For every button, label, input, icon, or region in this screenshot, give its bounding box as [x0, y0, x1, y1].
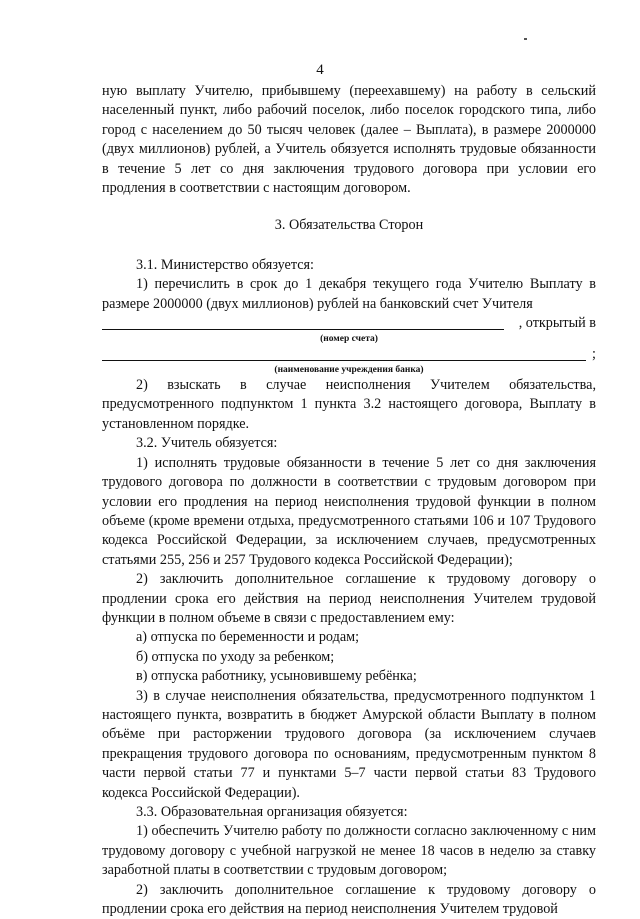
bank-tail-text: ; — [590, 345, 596, 364]
clause-3-3-item-2: 2) заключить дополнительное соглашение к трудовому договору о продлении срока его действия на период неисполнения Учителем трудовой — [102, 881, 596, 918]
bank-name-caption: (наименование учреждения банка) — [274, 365, 424, 376]
clause-3-2-sub-c: в) отпуска работнику, усыновившему ребёнка; — [136, 668, 417, 685]
account-number-field — [102, 314, 596, 333]
account-number-underline — [102, 329, 504, 330]
page-number: 4 — [316, 62, 324, 78]
clause-3-2-item-1: 1) исполнять трудовые обязанности в течение 5 лет со дня заключения трудового договора по должности в соответствии с трудовым договором при условии его продления на период неисполнения трудовой функции в полном объеме (кроме времени отдыха, предусмотренного статьями 106 и 107 Трудового кодекса Российской Федерации, за исключением случаев, предусмотренных статьями 255, 256 и 257 Трудового кодекса Российской Федерации); — [102, 454, 596, 568]
bank-name-underline — [102, 360, 586, 361]
clause-3-3-item-1: 1) обеспечить Учителю работу по должности согласно заключенному с ним трудовому договору с учебной нагрузкой не менее 18 часов в неделю за ставку заработной платы в соответствии с трудовым договором; — [102, 823, 596, 879]
clause-3-1-item-2: 2) взыскать в случае неисполнения Учителем обязательства, предусмотренного подпунктом 1 пункта 3.2 настоящего договора, Выплату в установленном порядке. — [102, 377, 596, 432]
account-number-caption: (номер счета) — [320, 334, 378, 345]
section-heading: 3. Обязательства Сторон — [274, 217, 424, 234]
clause-3-3-title: 3.3. Образовательная организация обязуется: — [136, 804, 408, 820]
intro-paragraph: ную выплату Учителю, прибывшему (переехавшему) на работу в сельский населенный пункт, либо рабочий поселок, либо поселок городского типа, либо город с населением до 50 тысяч человек (далее – Выплата), в размере 2000000 (двух миллионов) рублей, а Учитель обязуется исполнять трудовые обязанности в течение 5 лет со дня заключения трудового договора при условии его продления в соответствии с настоящим договором. — [102, 83, 596, 197]
clause-3-1-title: 3.1. Министерство обязуется: — [136, 256, 314, 273]
clause-3-2-sub-a: а) отпуска по беременности и родам; — [136, 629, 360, 646]
clause-3-2-item-3: 3) в случае неисполнения обязательства, предусмотренного подпунктом 1 настоящего пункта, возвратить в бюджет Амурской области Выплату в полном объёме при расторжении трудового договора (за исключением случаев прекращения трудового договора по основаниям, предусмотренным пунктом 8 части первой статьи 77 и пунктами 5–7 части первой статьи 83 Трудового кодекса Российской Федерации). — [102, 687, 596, 801]
account-tail-text: , открытый в — [517, 314, 596, 333]
clause-3-2-sub-b: б) отпуска по уходу за ребенком; — [136, 648, 335, 665]
clause-3-1-item-1: 1) перечислить в срок до 1 декабря текущего года Учителю Выплату в размере 2000000 (двух миллионов) рублей на банковский счет Учителя — [102, 276, 596, 312]
bank-name-field — [102, 345, 596, 364]
document-body — [102, 82, 596, 919]
clause-3-2-item-2: 2) заключить дополнительное соглашение к трудовому договору о продлении срока его действия на период неисполнения Учителем трудовой функции в полном объеме в связи с предоставлением ему: — [102, 571, 596, 626]
clause-3-2-title: 3.2. Учитель обязуется: — [136, 435, 278, 452]
scan-speck — [524, 38, 527, 40]
